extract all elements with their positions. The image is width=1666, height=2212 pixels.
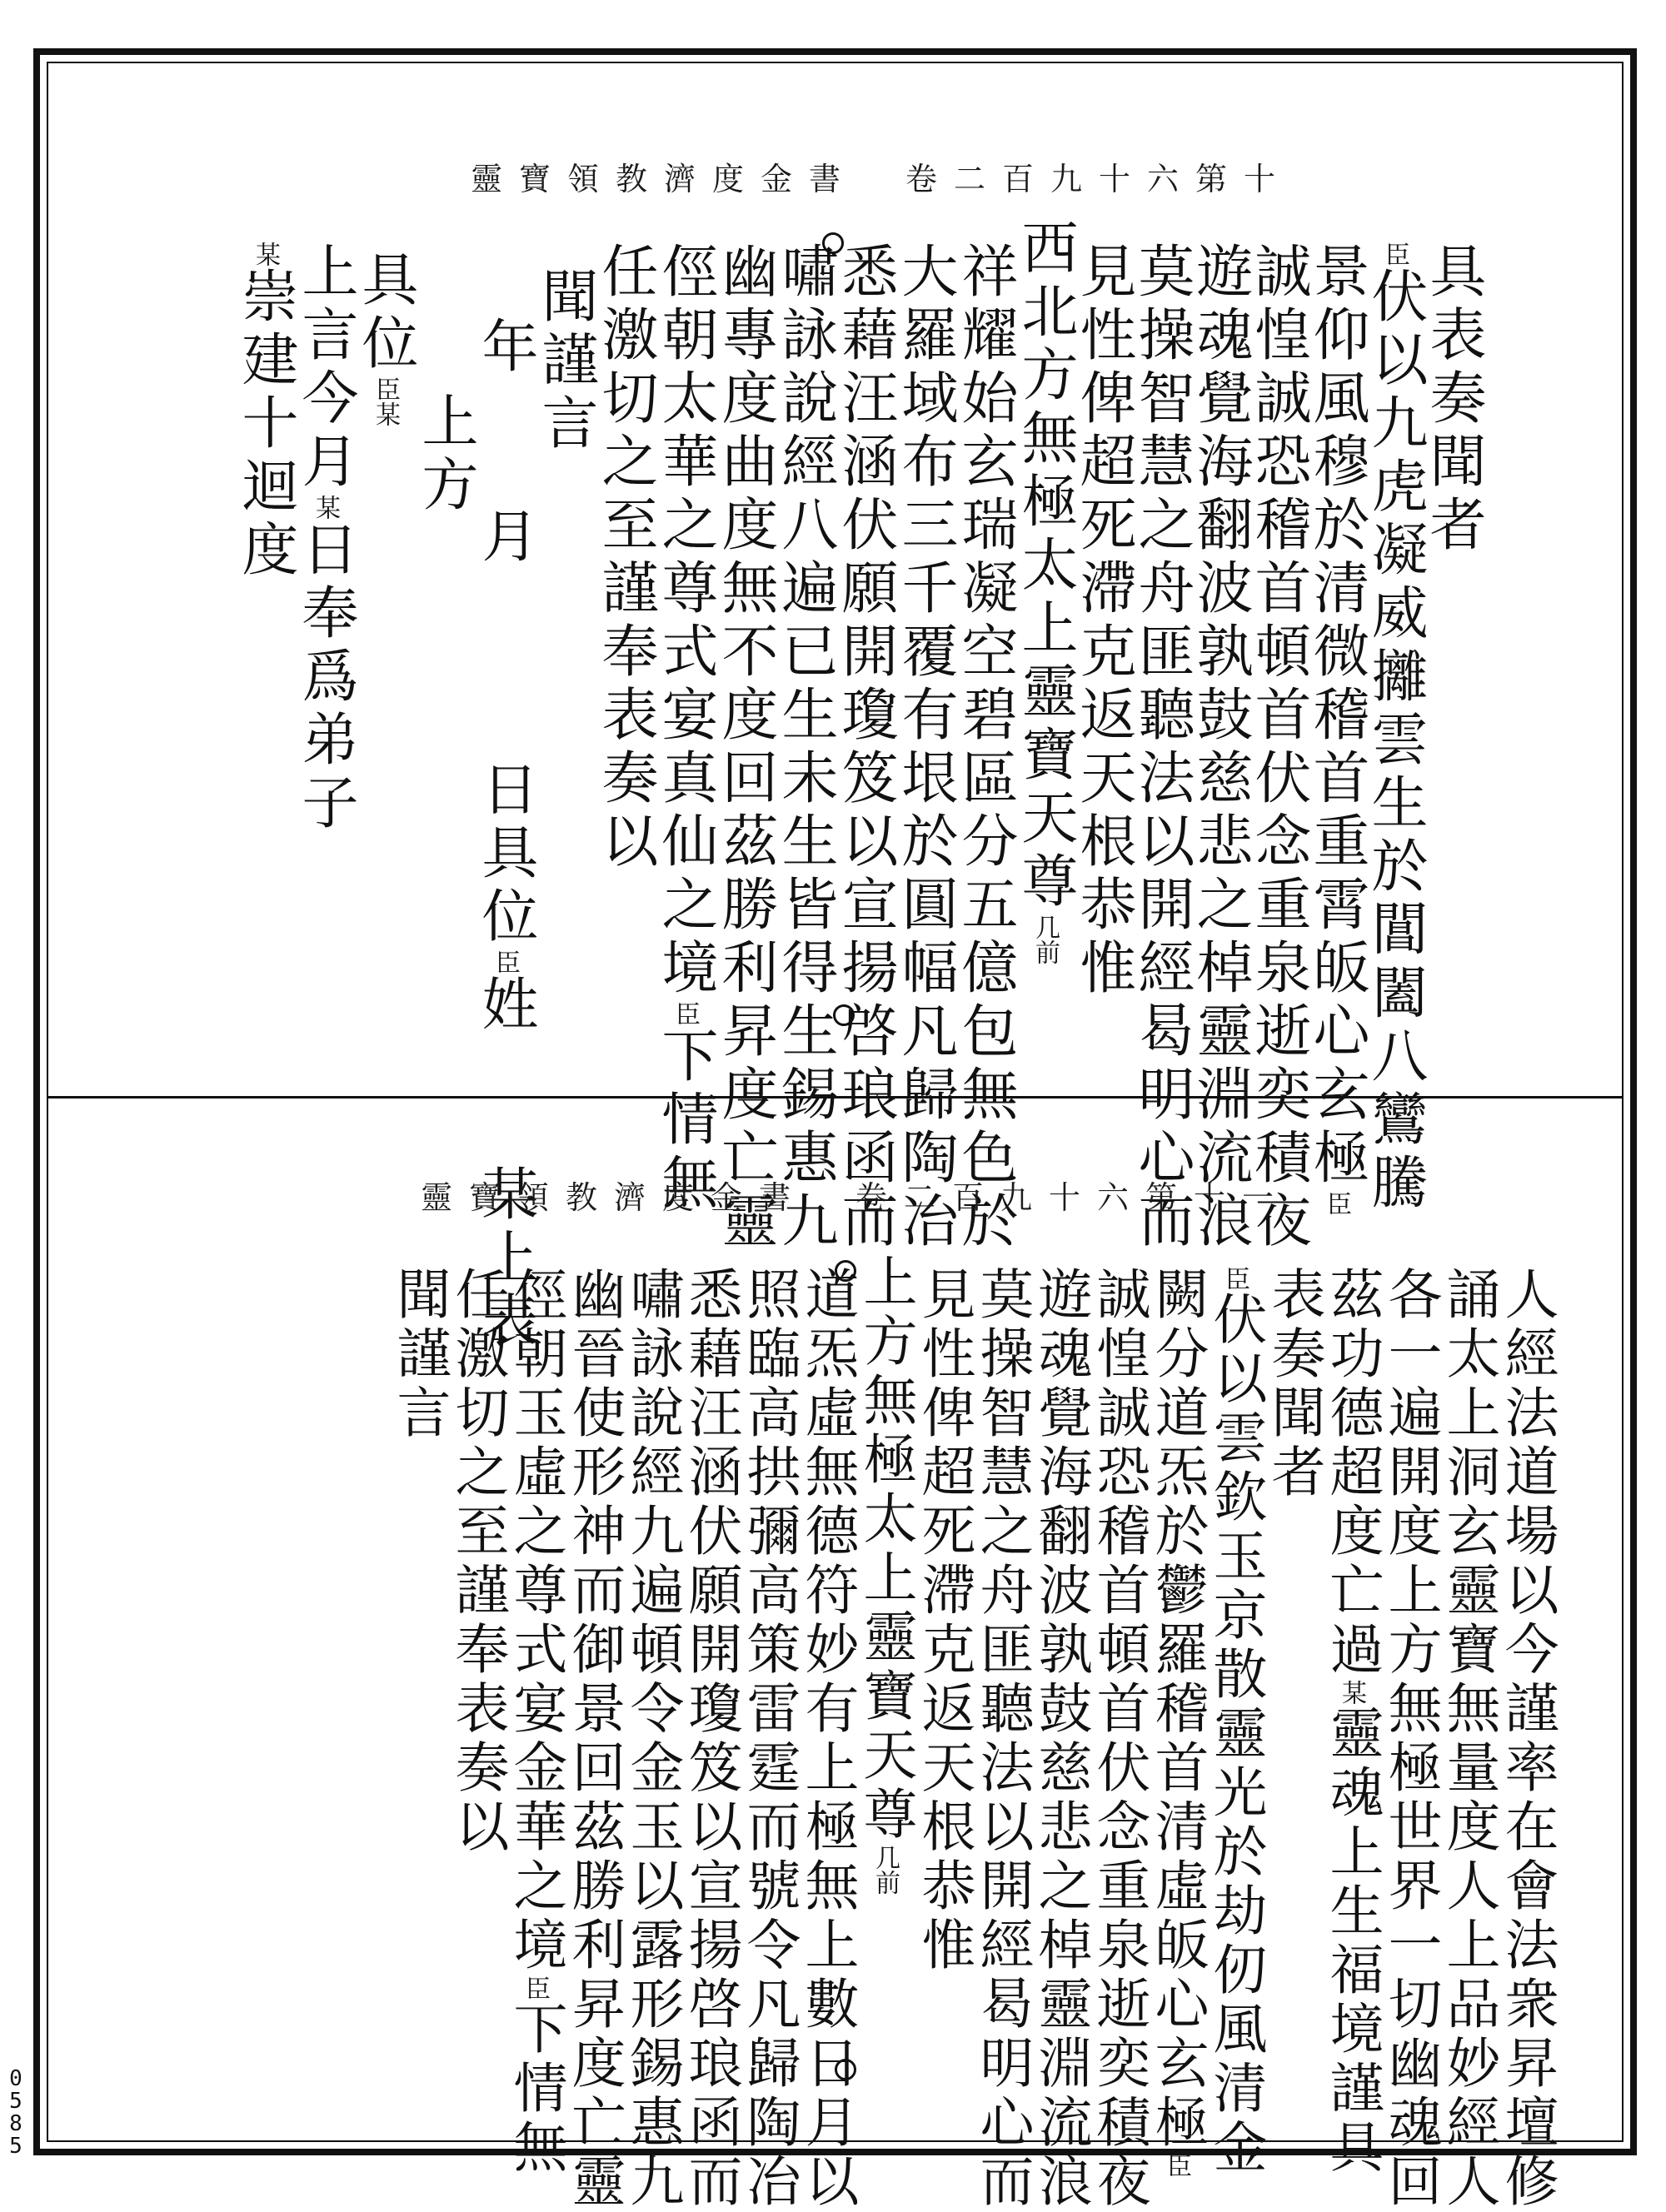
interlinear-note: 臣某 [371, 376, 400, 426]
interlinear-note: 臣 [671, 1001, 700, 1026]
interlinear-note: 臣 [1380, 242, 1409, 267]
interlinear-note: 臣 [491, 949, 520, 974]
column-text: 悉藉汪涵伏願開瓊笈以宣揚啓琅函而 [832, 242, 898, 1254]
folio-digit: 5 [9, 2089, 22, 2114]
column-text: 上方 [412, 391, 478, 518]
text-column [1087, 1266, 1150, 2212]
interlinear-note: 臣 [1322, 1191, 1351, 1216]
column-text: 聞謹言 [387, 1266, 450, 1443]
text-column [832, 242, 898, 1254]
text-column [504, 1266, 566, 2178]
column-text: 俓朝玉虛之尊式宴金華之境 [504, 1266, 566, 1975]
text-column [232, 242, 298, 583]
column-text: 下情無 [504, 2000, 566, 2178]
text-column [1362, 242, 1428, 1216]
column-text: 伏以雲欽玉京散靈光於劫仞風清金 [1204, 1291, 1266, 2178]
folio-number [7, 2068, 25, 2158]
column-text: 聞謹言 [532, 267, 598, 456]
column-text: 誠惶誠恐稽首頓首伏念重泉逝奕積夜 [1087, 1266, 1150, 2212]
punctuation-circle [833, 1004, 855, 1026]
text-column [412, 391, 478, 518]
folio-digit: 8 [9, 2111, 22, 2136]
column-text: 茲功德超度亡過 [1320, 1266, 1383, 1680]
interlinear-note: 某 [1337, 1680, 1366, 1705]
text-column [712, 242, 778, 1254]
column-text: 幽晉使形神而御景回茲勝利昇度亡靈 [562, 1266, 625, 2212]
text-column [1245, 242, 1311, 1254]
top-header [471, 153, 1292, 199]
text-column [1304, 242, 1369, 1216]
column-text: 遊魂覺海翻波孰鼓慈悲之棹靈淵流浪 [1187, 242, 1253, 1254]
text-column [562, 1266, 625, 2212]
interlinear-note: 几前 [1030, 914, 1060, 964]
column-text: 具表奏聞者 [1420, 242, 1486, 558]
text-column [652, 242, 718, 1216]
text-column [1320, 1266, 1383, 2178]
column-text: 悉藉汪涵伏願開瓊笈以宣揚啓琅函而 [679, 1266, 741, 2212]
column-text: 照臨高拱彌高策雷霆而號令凡歸陶冶 [737, 1266, 800, 2212]
punctuation-circle [822, 232, 844, 254]
punctuation-circle [835, 2059, 856, 2080]
text-column [292, 242, 358, 836]
column-text: 見性俾超死滯克返天根恭惟 [912, 1266, 975, 1975]
punctuation-circle [835, 1260, 856, 1282]
text-column [679, 1266, 741, 2212]
text-column [1420, 242, 1486, 558]
text-column [1204, 1266, 1266, 2178]
column-text: 靈魂上生福境謹具 [1320, 1705, 1383, 2178]
text-column [621, 1266, 683, 2212]
column-text: 祥耀始玄瑞凝空碧區分五億包無色於 [952, 242, 1018, 1254]
text-column [1029, 1266, 1091, 2212]
column-text: 莫操智慧之舟匪聽法以開經曷明心而 [970, 1266, 1033, 2212]
text-column [1437, 1266, 1499, 2212]
text-column [1187, 242, 1253, 1254]
column-text: 遊魂覺海翻波孰鼓慈悲之棹靈淵流浪 [1029, 1266, 1091, 2212]
column-text: 上言今月 [292, 242, 358, 495]
column-text: 具位 [352, 250, 418, 376]
text-column [387, 1266, 450, 1443]
column-text: 大羅域布三千覆有垠於圓幅凡歸陶冶 [892, 242, 958, 1254]
text-column [892, 242, 958, 1254]
text-column [772, 242, 838, 1254]
interlinear-note: 臣 [1162, 2153, 1191, 2178]
text-column [592, 242, 658, 874]
column-text: 道炁虛無德符妙有上極無上數日月以 [796, 1266, 858, 2212]
column-text: 各一遍開度上方無極世界一切幽魂回 [1379, 1266, 1441, 2212]
column-text: 嘯詠說經八遍已生未生皆得生錫惠九 [772, 242, 838, 1254]
column-text: 人經法道場以今謹率在會法衆昇壇修 [1495, 1266, 1558, 2212]
column-text: 莫操智慧之舟匪聽法以開經曷明心而 [1129, 242, 1195, 1254]
column-text: 幽專度曲度無不度回茲勝利昇度亡靈 [712, 242, 778, 1254]
column-text: 西北方無極太上靈寶天尊 [1012, 218, 1078, 914]
column-text: 上方無極太上靈寶天尊 [854, 1253, 916, 1845]
column-text: 姓 某上表 [472, 974, 538, 1354]
column-text: 任激切之至謹奉表奏以 [446, 1266, 508, 1857]
column-text: 景仰風穆於清微稽首重霄皈心玄極 [1304, 242, 1369, 1191]
text-column [1012, 218, 1078, 964]
text-column [1379, 1266, 1441, 2212]
bottom-header-title: 靈寶領教濟度金書 [421, 1179, 808, 1216]
column-text: 俓朝太華之尊式宴真仙之境 [652, 242, 718, 1001]
top-header-volume: 卷二百九十六第十 [905, 161, 1293, 197]
column-text: 下情無 [652, 1026, 718, 1216]
interlinear-note: 几前 [870, 1845, 900, 1895]
text-column [446, 1266, 508, 1857]
column-text: 崇建十迴度 [232, 267, 298, 583]
text-column [952, 242, 1018, 1254]
interlinear-note: 某 [251, 242, 280, 267]
text-column [1495, 1266, 1558, 2212]
interlinear-note: 臣 [1220, 1266, 1250, 1291]
text-column [352, 250, 418, 426]
text-column [1262, 1266, 1324, 1502]
column-text: 誠惶誠恐稽首頓首伏念重泉逝奕積夜 [1245, 242, 1311, 1254]
interlinear-note: 某 [311, 495, 340, 520]
text-column [912, 1266, 975, 1975]
interlinear-note: 臣 [521, 1975, 550, 2000]
column-text: 日奉爲弟子 [292, 520, 358, 836]
folio-digit: 5 [9, 2134, 22, 2159]
text-column [532, 267, 598, 456]
text-column [854, 1253, 916, 1895]
column-text: 嘯詠說經九遍頓令金玉以露形錫惠九 [621, 1266, 683, 2212]
column-text: 任激切之至謹奉表奏以 [592, 242, 658, 874]
text-column [737, 1266, 800, 2212]
column-text: 闕分道炁於鬱羅稽首清虛皈心玄極 [1145, 1266, 1208, 2153]
column-text: 表奏聞者 [1262, 1266, 1324, 1502]
text-column [1145, 1266, 1208, 2178]
folio-digit: 0 [9, 2066, 22, 2091]
bottom-header [421, 1172, 1290, 1218]
column-text: 誦太上洞玄靈寶無量度人上品妙經人 [1437, 1266, 1499, 2212]
column-text: 年 月 日具位 [472, 316, 538, 949]
text-column [1129, 242, 1195, 1254]
text-column [1070, 242, 1136, 1001]
column-text: 伏以九虎凝威攡雲生於閶闔八鸞騰 [1362, 267, 1428, 1216]
column-text: 見性俾超死滯克返天根恭惟 [1070, 242, 1136, 1001]
text-column [970, 1266, 1033, 2212]
top-header-title: 靈寶領教濟度金書 [471, 161, 858, 197]
bottom-header-volume: 卷二百九十六第十一 [855, 1179, 1291, 1216]
